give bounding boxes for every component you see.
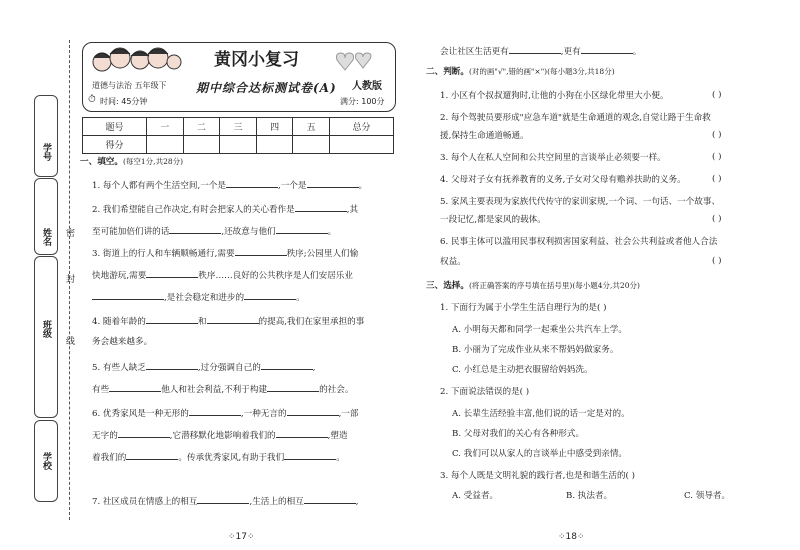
question-7: 7. 社区成员在情感上的相互 ,生活上的相互 , — [92, 494, 359, 508]
answer-blank[interactable] — [146, 268, 198, 278]
choice-2-option-a[interactable]: A. 长辈生活经验丰富,他们说的话一定是对的。 — [452, 409, 630, 419]
choice-3-option-a[interactable]: A. 受益者。 — [452, 491, 499, 501]
answer-blank[interactable] — [276, 428, 328, 438]
cut-mark-seal: 密 — [66, 229, 76, 239]
student-id-box — [34, 95, 58, 177]
score-table — [82, 117, 394, 154]
score-cell: 二 — [183, 118, 220, 136]
judge-2: 2. 每个驾驶员要形成"应急车道"就是生命通道的观念,自觉让路于生命救 — [440, 113, 711, 123]
answer-blank[interactable] — [189, 406, 241, 416]
judge-3: 3. 每个人在私人空间和公共空间里的言谈举止必须要一样。 — [440, 153, 666, 163]
score-cell: 五 — [293, 118, 330, 136]
cartoon-kids-icon — [90, 44, 182, 76]
time-limit: 时间: 45分钟 — [100, 97, 148, 106]
judge-4: 4. 父母对子女有抚养教育的义务,子女对父母有赡养扶助的义务。 — [440, 175, 686, 185]
question-4-cont: 务会越来越多。 — [92, 337, 153, 347]
choice-3: 3. 每个人既是文明礼貌的践行者,也是和谐生活的( ) — [440, 471, 635, 481]
question-1: 1. 每个人都有两个生活空间,一个是 ,一个是 。 — [92, 178, 367, 192]
choice-2: 2. 下面说法错误的是( ) — [440, 387, 530, 397]
score-table-header-row — [83, 118, 394, 136]
score-table-score-row — [83, 136, 394, 154]
score-cell: 总分 — [329, 118, 393, 136]
student-id-label: 学号 — [41, 143, 51, 161]
choice-1-option-c[interactable]: C. 小红总是主动把衣服留给妈妈洗。 — [452, 365, 593, 375]
question-6: 6. 优秀家风是一种无形的 ,一种无言的 ,一部 — [92, 406, 359, 420]
answer-blank[interactable] — [276, 224, 328, 234]
answer-paren[interactable]: ( ) — [712, 256, 722, 266]
judge-6-cont: 权益。 — [440, 257, 466, 267]
section3-heading: 三、选择。(将正确答案的序号填在括号里)(每小题4分,共20分) — [426, 281, 640, 291]
judge-1: 1. 小区有个叔叔遛狗时,让他的小狗在小区绿化带里大小便。 — [440, 91, 669, 101]
answer-blank[interactable] — [244, 290, 296, 300]
choice-1: 1. 下面行为属于小学生生活自理行为的是( ) — [440, 303, 607, 313]
score-cell: 四 — [256, 118, 293, 136]
answer-blank[interactable] — [581, 44, 633, 54]
answer-blank[interactable] — [207, 314, 259, 324]
section1-heading: 一、填空。(每空1分,共28分) — [80, 157, 184, 167]
score-input-cell[interactable] — [183, 136, 220, 154]
judge-6: 6. 民事主体可以滥用民事权利损害国家利益、社会公共利益或者他人合法 — [440, 237, 718, 247]
question-7-cont: 会让社区生活更有 ,更有 。 — [440, 44, 641, 58]
question-6-cont2: 着我们的 。传承优秀家风,有助于我们 。 — [92, 450, 345, 464]
answer-blank[interactable] — [146, 314, 198, 324]
choice-2-option-c[interactable]: C. 我们可以从家人的言谈举止中感受到亲情。 — [452, 449, 628, 459]
class-label: 班级 — [41, 320, 51, 338]
edition-label: 人教版 — [352, 81, 382, 92]
school-label: 学校 — [41, 452, 51, 470]
answer-blank[interactable] — [92, 290, 164, 300]
answer-blank[interactable] — [284, 450, 336, 460]
clock-icon: ⏱ — [88, 94, 96, 105]
answer-blank[interactable] — [197, 494, 249, 504]
question-5: 5. 有些人缺乏 ,过分强调自己的 , — [92, 360, 316, 374]
choice-1-option-b[interactable]: B. 小丽为了完成作业从来不帮妈妈做家务。 — [452, 345, 619, 355]
page-number-left: ⁘17⁘ — [228, 532, 255, 542]
answer-paren[interactable]: ( ) — [712, 90, 722, 100]
answer-blank[interactable] — [307, 178, 359, 188]
score-input-cell[interactable] — [147, 136, 184, 154]
subject-grade: 道德与法治 五年级下 — [92, 81, 167, 90]
answer-blank[interactable] — [235, 246, 287, 256]
section2-heading: 二、判断。(对的画"√",错的画"×")(每小题3分,共18分) — [426, 67, 615, 77]
question-3-cont2: ,是社会稳定和进步的 。 — [92, 290, 305, 304]
answer-paren[interactable]: ( ) — [712, 130, 722, 140]
answer-blank[interactable] — [226, 178, 278, 188]
answer-blank[interactable] — [261, 360, 313, 370]
answer-blank[interactable] — [295, 202, 347, 212]
judge-2-cont: 援,保持生命通道畅通。 — [440, 131, 529, 141]
answer-blank[interactable] — [509, 44, 561, 54]
answer-paren[interactable]: ( ) — [712, 152, 722, 162]
name-label: 姓名 — [41, 228, 51, 246]
judge-5: 5. 家风主要表现为家族代代传守的家训家规,一个词、一句话、一个故事、 — [440, 197, 721, 207]
choice-1-option-a[interactable]: A. 小明每天都和同学一起乘坐公共汽车上学。 — [452, 325, 627, 335]
answer-blank[interactable] — [267, 382, 319, 392]
answer-blank[interactable] — [126, 450, 178, 460]
score-input-cell[interactable] — [220, 136, 257, 154]
hearts-icon — [335, 50, 375, 72]
cut-mark-close: 封 — [66, 275, 76, 285]
score-input-cell[interactable] — [329, 136, 393, 154]
answer-paren[interactable]: ( ) — [712, 214, 722, 224]
question-4: 4. 随着年龄的 和 的提高,我们在家里承担的事 — [92, 314, 364, 328]
full-score: 满分: 100分 — [340, 97, 385, 106]
question-5-cont: 有些 他人和社会利益,不利于构建 的社会。 — [92, 382, 353, 396]
cut-mark-line: 线 — [66, 337, 76, 347]
answer-blank[interactable] — [287, 406, 339, 416]
question-6-cont: 无字的 ,它潜移默化地影响着我们的 ,塑造 — [92, 428, 348, 442]
answer-blank[interactable] — [109, 382, 161, 392]
question-2: 2. 我们希望能自己作决定,有时会把家人的关心看作是 ,其 — [92, 202, 358, 216]
score-cell: 一 — [147, 118, 184, 136]
choice-2-option-b[interactable]: B. 父母对我们的关心有各种形式。 — [452, 429, 585, 439]
score-input-cell[interactable] — [256, 136, 293, 154]
score-input-cell[interactable] — [293, 136, 330, 154]
score-cell: 得分 — [83, 136, 147, 154]
answer-blank[interactable] — [118, 428, 170, 438]
answer-paren[interactable]: ( ) — [712, 174, 722, 184]
question-2-cont: 至可能加倍们讲的话 ,还故意与他们 。 — [92, 224, 336, 238]
judge-5-cont: 一段记忆,都是家风的载体。 — [440, 215, 546, 225]
page-number-right: ⁘18⁘ — [558, 532, 585, 542]
score-cell: 三 — [220, 118, 257, 136]
answer-blank[interactable] — [146, 360, 198, 370]
answer-blank[interactable] — [304, 494, 356, 504]
exam-title: 期中综合达标测试卷(A) — [196, 81, 337, 95]
question-3-cont: 快地游玩,需要 秩序……良好的公共秩序是人们安居乐业 — [92, 268, 353, 282]
brand-logo: 黄冈小复习 — [214, 50, 299, 70]
score-cell: 题号 — [83, 118, 147, 136]
choice-3-option-b[interactable]: B. 执法者。 — [566, 491, 613, 501]
answer-blank[interactable] — [169, 224, 221, 234]
choice-3-option-c[interactable]: C. 领导者。 — [684, 491, 731, 501]
question-3: 3. 街道上的行人和车辆顺畅通行,需要 秩序;公园里人们愉 — [92, 246, 358, 260]
